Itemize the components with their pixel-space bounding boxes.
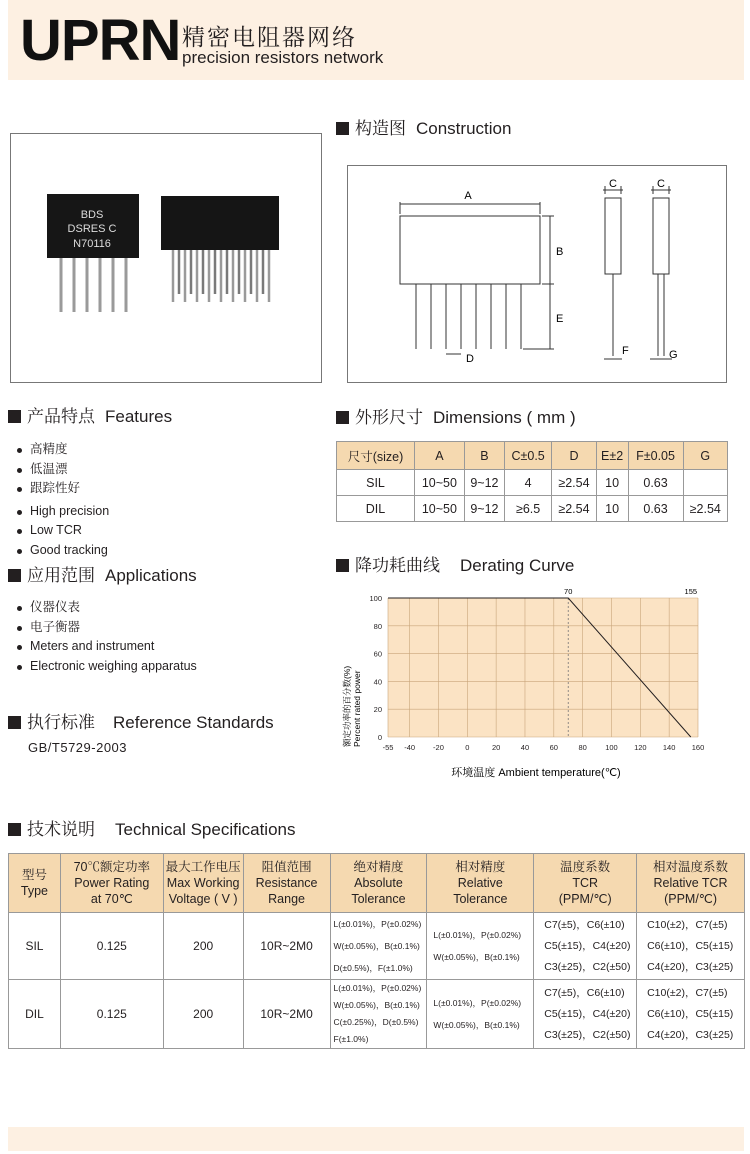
table-header-cell: F±0.05 — [628, 442, 683, 470]
x-tick-label: -40 — [404, 743, 416, 752]
table-header-cell: 尺寸(size) — [337, 442, 415, 470]
table-header-cell: 绝对精度 Absolute Tolerance — [330, 854, 427, 913]
table-cell: 200 — [163, 913, 243, 980]
standard-code: GB/T5729-2003 — [28, 740, 128, 755]
table-header-cell: E±2 — [596, 442, 628, 470]
table-header-cell: C±0.5 — [505, 442, 552, 470]
table-cell: 200 — [163, 980, 243, 1049]
table-header-cell: 最大工作电压 Max Working Voltage ( V ) — [163, 854, 243, 913]
table-header-row — [9, 854, 745, 913]
features-heading: 产品特点 Features — [8, 406, 172, 428]
dim-label-e: E — [556, 313, 564, 325]
y-axis-label-cn: 额定功率的百分数(%) — [342, 665, 352, 747]
x-tick-label: 40 — [520, 743, 530, 752]
dimensions-heading: 外形尺寸 Dimensions ( mm ) — [336, 407, 576, 429]
table-header-cell: 型号 Type — [9, 854, 61, 913]
brand-title: UPRN — [20, 8, 181, 73]
square-bullet-icon — [8, 410, 21, 423]
chip-marking-3: N70116 — [73, 238, 111, 250]
annotation-70: 70 — [564, 587, 573, 596]
table-header-cell: 阻值范围 Resistance Range — [243, 854, 330, 913]
table-cell — [683, 470, 727, 496]
applications-list — [8, 598, 197, 676]
dim-label-f: F — [622, 345, 629, 357]
x-tick-label: 160 — [691, 743, 705, 752]
table-header-cell: D — [552, 442, 596, 470]
table-header-cell: B — [464, 442, 504, 470]
dil-resistor-image — [161, 196, 279, 302]
table-cell: ≥2.54 — [552, 496, 596, 522]
y-tick-label: 0 — [377, 733, 382, 742]
table-header-cell: 相对精度 Relative Tolerance — [427, 854, 534, 913]
dimensions-table — [336, 441, 728, 522]
table-cell: C7(±5)，C6(±10) C5(±15)，C4(±20) C3(±25)，C2(±50) — [534, 980, 637, 1049]
x-tick-label: 80 — [578, 743, 587, 752]
y-tick-label: 40 — [373, 677, 382, 687]
x-tick-label: 60 — [549, 743, 558, 752]
footer-band — [8, 1127, 744, 1151]
dim-label-d: D — [466, 353, 474, 365]
dim-label-a: A — [464, 190, 472, 202]
square-bullet-icon — [8, 823, 21, 836]
sil-resistor-image — [47, 194, 139, 312]
table-row — [9, 980, 745, 1049]
chip-marking-1: BDS — [80, 209, 104, 221]
table-cell: 9~12 — [464, 496, 504, 522]
list-item: 高精度 — [8, 440, 109, 460]
table-cell: ≥2.54 — [552, 470, 596, 496]
square-bullet-icon — [336, 411, 349, 424]
y-tick-label: 100 — [369, 594, 382, 603]
title-cn: 精密电阻器网络 — [182, 25, 357, 51]
table-cell: L(±0.01%)，P(±0.02%) W(±0.05%)，B(±0.1%) — [427, 980, 534, 1049]
x-tick-label: 100 — [605, 743, 618, 752]
chip-marking-2: DSRES C — [67, 223, 117, 235]
y-tick-label: 20 — [373, 705, 382, 715]
x-tick-label: 0 — [465, 743, 470, 752]
list-item: Meters and instrument — [8, 637, 197, 657]
y-tick-label: 80 — [373, 621, 382, 631]
derating-chart — [336, 582, 736, 782]
product-photo — [10, 133, 322, 383]
square-bullet-icon — [336, 559, 349, 572]
table-cell: 10 — [596, 496, 628, 522]
list-item: 跟踪性好 — [8, 479, 109, 499]
dim-label-c-sil: C — [609, 178, 617, 190]
square-bullet-icon — [8, 569, 21, 582]
applications-heading: 应用范围 Applications — [8, 565, 197, 587]
table-header-cell: 70℃额定功率 Power Rating at 70℃ — [60, 854, 163, 913]
annotation-155: 155 — [684, 587, 698, 596]
table-cell: ≥6.5 — [505, 496, 552, 522]
table-cell: SIL — [9, 913, 61, 980]
list-item: Good tracking — [8, 541, 109, 561]
table-header-cell: A — [415, 442, 465, 470]
list-item: 电子衡器 — [8, 618, 197, 638]
table-cell: C7(±5)，C6(±10) C5(±15)，C4(±20) C3(±25)，C2(±50) — [534, 913, 637, 980]
table-cell: SIL — [337, 470, 415, 496]
tech-heading: 技术说明 Technical Specifications — [8, 819, 295, 841]
construction-diagram — [347, 165, 727, 383]
dim-label-c-dil: C — [657, 178, 665, 190]
y-axis-label-en: Percent rated power — [352, 670, 362, 747]
table-cell: 4 — [505, 470, 552, 496]
x-axis-label: 环境温度 Ambient temperature(℃) — [451, 767, 621, 779]
table-cell: 10R~2M0 — [243, 913, 330, 980]
table-header-cell: 温度系数 TCR (PPM/℃) — [534, 854, 637, 913]
x-tick-label: 120 — [634, 743, 647, 752]
list-item: Low TCR — [8, 521, 109, 541]
tech-table — [8, 853, 745, 1049]
table-cell: ≥2.54 — [683, 496, 727, 522]
table-cell: 0.125 — [60, 980, 163, 1049]
table-header-row — [337, 442, 728, 470]
table-row — [337, 470, 728, 496]
y-tick-label: 60 — [373, 649, 382, 659]
dim-label-b: B — [556, 246, 564, 258]
dim-label-g: G — [669, 349, 678, 361]
derating-heading: 降功耗曲线 Derating Curve — [336, 555, 574, 577]
table-cell: C10(±2)，C7(±5) C6(±10)，C5(±15) C4(±20)，C3(±25) — [637, 913, 745, 980]
table-row — [337, 496, 728, 522]
table-cell: 10R~2M0 — [243, 980, 330, 1049]
table-cell: C10(±2)，C7(±5) C6(±10)，C5(±15) C4(±20)，C3(±25) — [637, 980, 745, 1049]
list-item: High precision — [8, 502, 109, 522]
construction-heading: 构造图 Construction — [336, 118, 511, 140]
table-cell: L(±0.01%)，P(±0.02%) W(±0.05%)，B(±0.1%) — [427, 913, 534, 980]
square-bullet-icon — [8, 716, 21, 729]
table-header-cell: 相对温度系数 Relative TCR (PPM/℃) — [637, 854, 745, 913]
x-tick-label: 20 — [491, 743, 501, 752]
table-cell: 9~12 — [464, 470, 504, 496]
table-cell: 0.63 — [628, 470, 683, 496]
table-cell: 0.125 — [60, 913, 163, 980]
table-cell: 10 — [596, 470, 628, 496]
features-list — [8, 440, 109, 560]
table-cell: 10~50 — [415, 496, 465, 522]
table-row — [9, 913, 745, 980]
standards-heading: 执行标准 Reference Standards — [8, 712, 274, 734]
table-cell: DIL — [9, 980, 61, 1049]
square-bullet-icon — [336, 122, 349, 135]
x-tick-label: -55 — [382, 743, 394, 752]
table-cell: L(±0.01%)，P(±0.02%) W(±0.05%)，B(±0.1%) D(±0.5%)，F(±1.0%) — [330, 913, 427, 980]
x-tick-label: -20 — [433, 743, 444, 752]
x-tick-label: 140 — [662, 743, 676, 752]
table-cell: 10~50 — [415, 470, 465, 496]
plot-area — [388, 598, 698, 737]
table-cell: L(±0.01%)，P(±0.02%) W(±0.05%)，B(±0.1%) C(±0.25%)，D(±0.5%) F(±1.0%) — [330, 980, 427, 1049]
list-item: Electronic weighing apparatus — [8, 657, 197, 677]
list-item: 低温漂 — [8, 460, 109, 480]
table-cell: DIL — [337, 496, 415, 522]
table-header-cell: G — [683, 442, 727, 470]
table-cell: 0.63 — [628, 496, 683, 522]
title-en: precision resistors network — [182, 48, 384, 67]
list-item: 仪器仪表 — [8, 598, 197, 618]
